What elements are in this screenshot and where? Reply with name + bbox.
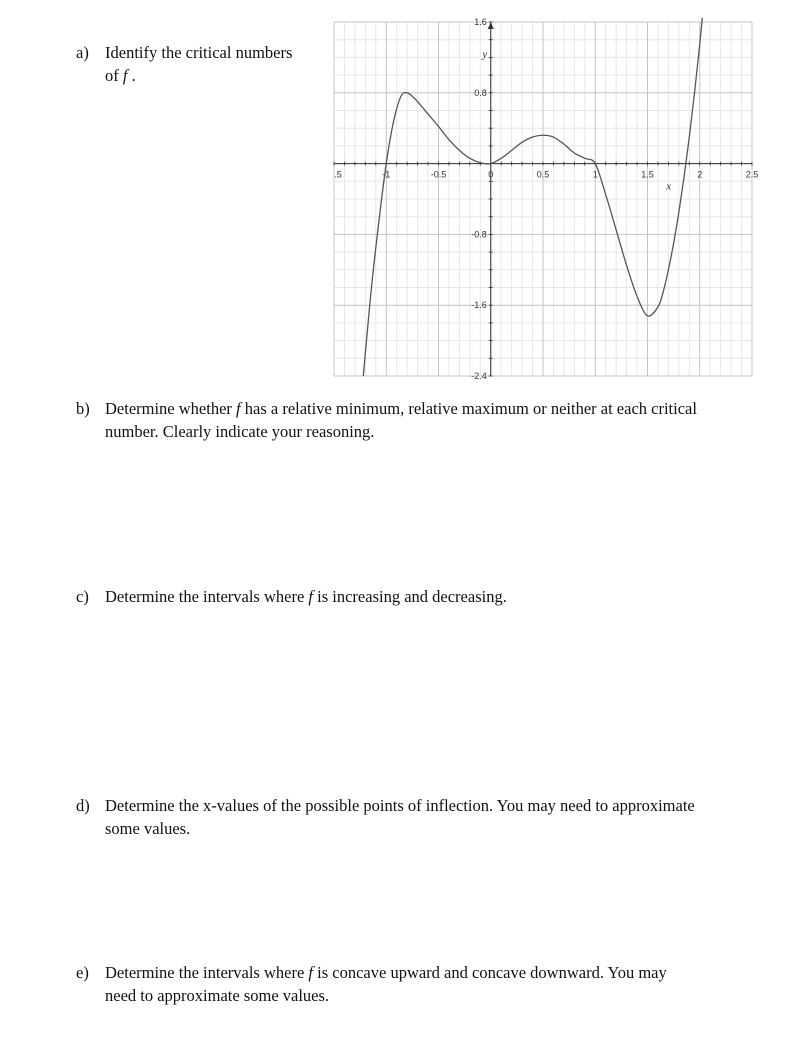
question-c-pre: Determine the intervals where (105, 587, 309, 606)
x-tick-label: -1 (382, 169, 391, 180)
question-d-line2: some values. (105, 819, 191, 838)
y-tick-label: -1.6 (471, 300, 487, 311)
question-c-post: is increasing and decreasing. (313, 587, 507, 606)
question-a-label: a) (76, 43, 89, 62)
x-tick-label: -0.5 (430, 169, 447, 180)
x-tick-label: 0.5 (536, 169, 550, 180)
function-f: f (308, 587, 314, 606)
x-tick-label: 2 (697, 169, 703, 180)
question-e-label: e) (76, 963, 89, 982)
question-b-line1 (105, 397, 697, 420)
y-axis-arrow-icon (488, 22, 494, 29)
question-e-line1 (105, 961, 667, 984)
question-d-line1: Determine the x-values of the possible points of inflection. You may need to approximate (105, 796, 695, 815)
question-a-text (105, 41, 292, 87)
question-a-line2-post: . (127, 66, 136, 85)
function-f: f (236, 399, 241, 418)
x-tick-label: 2.5 (745, 169, 759, 180)
y-tick-label: -2.4 (471, 371, 487, 381)
question-d-text (105, 794, 695, 840)
question-e-text (105, 961, 667, 1007)
question-e-line2: need to approximate some values. (105, 986, 330, 1005)
x-tick-label: 0 (488, 169, 494, 180)
question-b-line1-post: has a relative minimum, relative maximum or neither at each critical (240, 399, 697, 418)
question-c-label: c) (76, 587, 89, 606)
question-e-line1-post: is concave upward and concave downward. You may (313, 963, 667, 982)
question-a-line2-pre: of (105, 66, 123, 85)
x-axis-label: x (666, 180, 672, 193)
function-curve (363, 18, 718, 376)
question-c-text (105, 585, 507, 608)
y-tick-label: -0.8 (471, 229, 487, 240)
function-f: f (122, 66, 128, 85)
question-e-line1-pre: Determine the intervals where (105, 963, 309, 982)
question-b-label: b) (76, 399, 90, 418)
x-tick-label: 1 (592, 169, 598, 180)
x-tick-label: 1.5 (641, 169, 654, 180)
question-b-line1-pre: Determine whether (105, 399, 237, 418)
y-tick-label: 1.6 (474, 18, 487, 27)
question-b-line2: number. Clearly indicate your reasoning. (105, 422, 375, 441)
question-d-label: d) (76, 796, 90, 815)
function-graph (328, 18, 760, 382)
y-axis-label: y (482, 48, 488, 61)
function-f: f (308, 963, 314, 982)
question-a-line2 (105, 64, 292, 87)
x-tick-label: .5 (334, 169, 342, 180)
y-tick-label: 0.8 (474, 87, 487, 98)
question-a-line1: Identify the critical numbers (105, 43, 293, 62)
question-b-text (105, 397, 697, 443)
